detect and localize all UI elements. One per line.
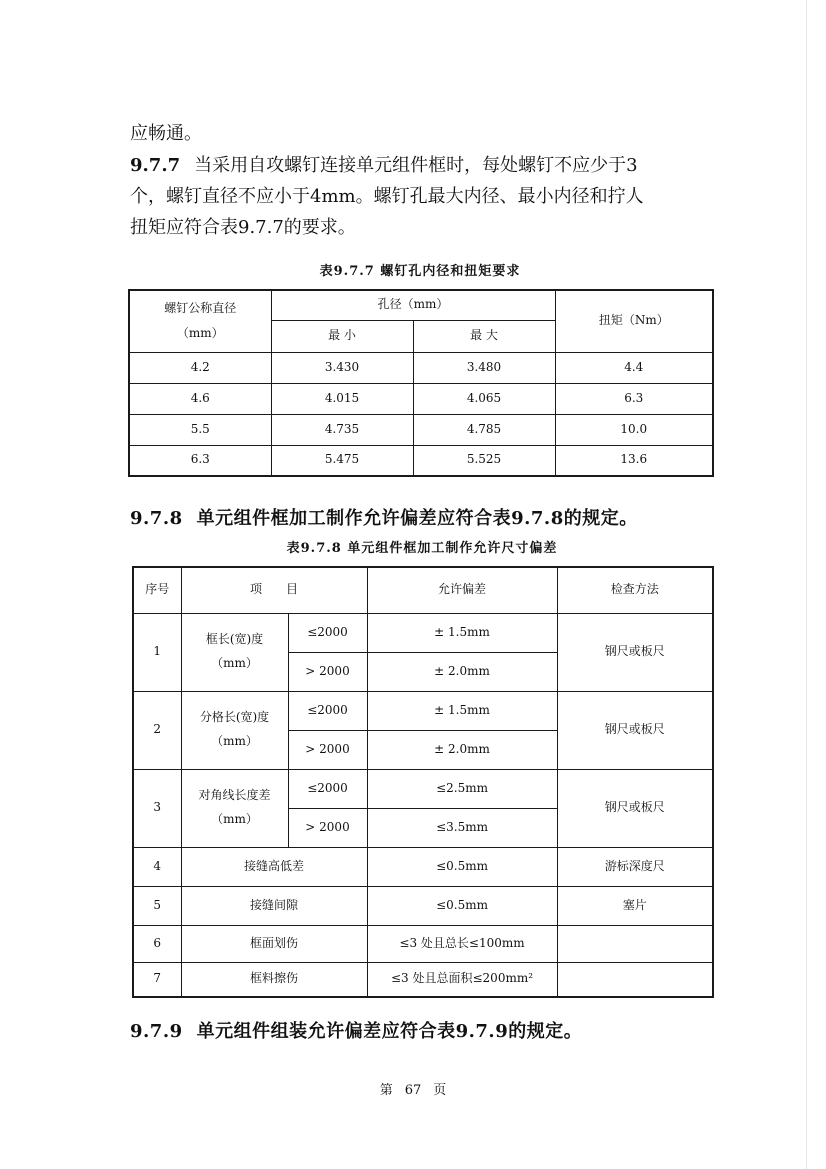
table-row [129,445,713,476]
table-9-7-7 [128,289,714,477]
header-no: 序号 [133,567,181,613]
cell-min: 3.430 [271,352,413,383]
cell-condition: > 2000 [288,652,367,691]
clause-9-7-7-line3: 扭矩应符合表9.7.7的要求。 [130,217,356,238]
footer-suffix: 页 [433,1083,447,1098]
header-hole: 孔径（mm） [271,290,555,320]
table-row [133,847,713,886]
cell-min: 4.015 [271,383,413,414]
cell-max: 4.785 [413,414,555,445]
cell-condition: ≤2000 [288,691,367,730]
cell-item: 接缝间隙 [181,886,367,925]
cell-no: 4 [133,847,181,886]
cell-max: 5.525 [413,445,555,476]
header-item: 项 目 [181,567,367,613]
table-row [133,613,713,652]
table-9-7-7-caption: 表9.7.7 螺钉孔内径和扭矩要求 [319,264,521,279]
cell-tolerance: ± 1.5mm [367,613,557,652]
clause-9-7-8 [130,504,638,530]
cell-method: 塞片 [557,886,713,925]
table-row [133,691,713,730]
cell-no: 5 [133,886,181,925]
cell-item-line2: （mm） [211,734,258,748]
header-diameter-line1: 螺钉公称直径 [164,300,237,315]
cell-tolerance: ≤3.5mm [367,808,557,847]
table-row [129,383,713,414]
cell-torque: 10.0 [555,414,713,445]
cell-item-line1: 分格长(宽)度 [199,710,270,725]
cell-condition: > 2000 [288,730,367,769]
header-min: 最 小 [271,320,413,352]
cell-item-line2: （mm） [211,812,258,826]
cell-torque: 6.3 [555,383,713,414]
cell-no: 3 [133,769,181,847]
cell-min: 4.735 [271,414,413,445]
page-footer [0,1079,826,1098]
cell-method: 钢尺或板尺 [557,769,713,847]
header-torque: 扭矩（Nm） [555,290,713,352]
cell-item-line1: 框长(宽)度 [205,632,264,647]
header-diameter [129,290,271,352]
clause-number: 9.7.9 [130,1021,183,1042]
intro-line: 应畅通。 [130,123,202,144]
clause-text: 当采用自攻螺钉连接单元组件框时，每处螺钉不应少于3 [194,155,638,176]
clause-9-7-7-line2: 个，螺钉直径不应小于4mm。螺钉孔最大内径、最小内径和拧人 [130,186,644,207]
table-row [129,352,713,383]
cell-item-line1: 对角线长度差 [198,788,271,803]
cell-method [557,925,713,962]
table-row [133,886,713,925]
cell-method: 游标深度尺 [557,847,713,886]
clause-9-7-7 [130,150,720,243]
cell-tolerance: ± 1.5mm [367,691,557,730]
header-tolerance: 允许偏差 [367,567,557,613]
cell-diameter: 4.2 [129,352,271,383]
cell-method [557,962,713,997]
page-edge-line [806,0,807,1169]
cell-max: 4.065 [413,383,555,414]
cell-item-line2: （mm） [211,656,258,670]
cell-condition: > 2000 [288,808,367,847]
cell-condition: ≤2000 [288,769,367,808]
footer-prefix: 第 [379,1083,393,1098]
cell-item [181,691,288,769]
table-9-7-8-caption: 表9.7.8 单元组件框加工制作允许尺寸偏差 [286,541,558,556]
cell-tolerance: ≤0.5mm [367,886,557,925]
cell-item: 接缝高低差 [181,847,367,886]
cell-tolerance: ± 2.0mm [367,652,557,691]
clause-number: 9.7.8 [130,508,183,529]
cell-no: 2 [133,691,181,769]
cell-method: 钢尺或板尺 [557,691,713,769]
cell-no: 1 [133,613,181,691]
cell-tolerance: ± 2.0mm [367,730,557,769]
cell-no: 7 [133,962,181,997]
clause-9-7-7-line1 [130,150,720,181]
clause-text: 单元组件组装允许偏差应符合表9.7.9的规定。 [196,1021,583,1042]
table-row [133,925,713,962]
cell-diameter: 6.3 [129,445,271,476]
cell-tolerance: ≤0.5mm [367,847,557,886]
table-row [133,769,713,808]
header-diameter-line2: （mm） [176,326,224,341]
cell-item: 框面划伤 [181,925,367,962]
clause-text: 单元组件框加工制作允许偏差应符合表9.7.8的规定。 [196,508,638,529]
cell-tolerance: ≤3 处且总面积≤200mm² [367,962,557,997]
header-method: 检查方法 [557,567,713,613]
cell-tolerance: ≤3 处且总长≤100mm [367,925,557,962]
cell-item: 框料擦伤 [181,962,367,997]
cell-tolerance: ≤2.5mm [367,769,557,808]
cell-item [181,613,288,691]
cell-torque: 13.6 [555,445,713,476]
cell-diameter: 5.5 [129,414,271,445]
header-max: 最 大 [413,320,555,352]
cell-method: 钢尺或板尺 [557,613,713,691]
cell-condition: ≤2000 [288,613,367,652]
table-row [129,414,713,445]
table-row [133,962,713,997]
clause-number: 9.7.7 [130,155,181,176]
cell-no: 6 [133,925,181,962]
cell-torque: 4.4 [555,352,713,383]
table-9-7-8 [132,566,714,998]
cell-item [181,769,288,847]
cell-max: 3.480 [413,352,555,383]
cell-diameter: 4.6 [129,383,271,414]
clause-9-7-9 [130,1017,582,1043]
cell-min: 5.475 [271,445,413,476]
page-number: 67 [404,1083,422,1098]
